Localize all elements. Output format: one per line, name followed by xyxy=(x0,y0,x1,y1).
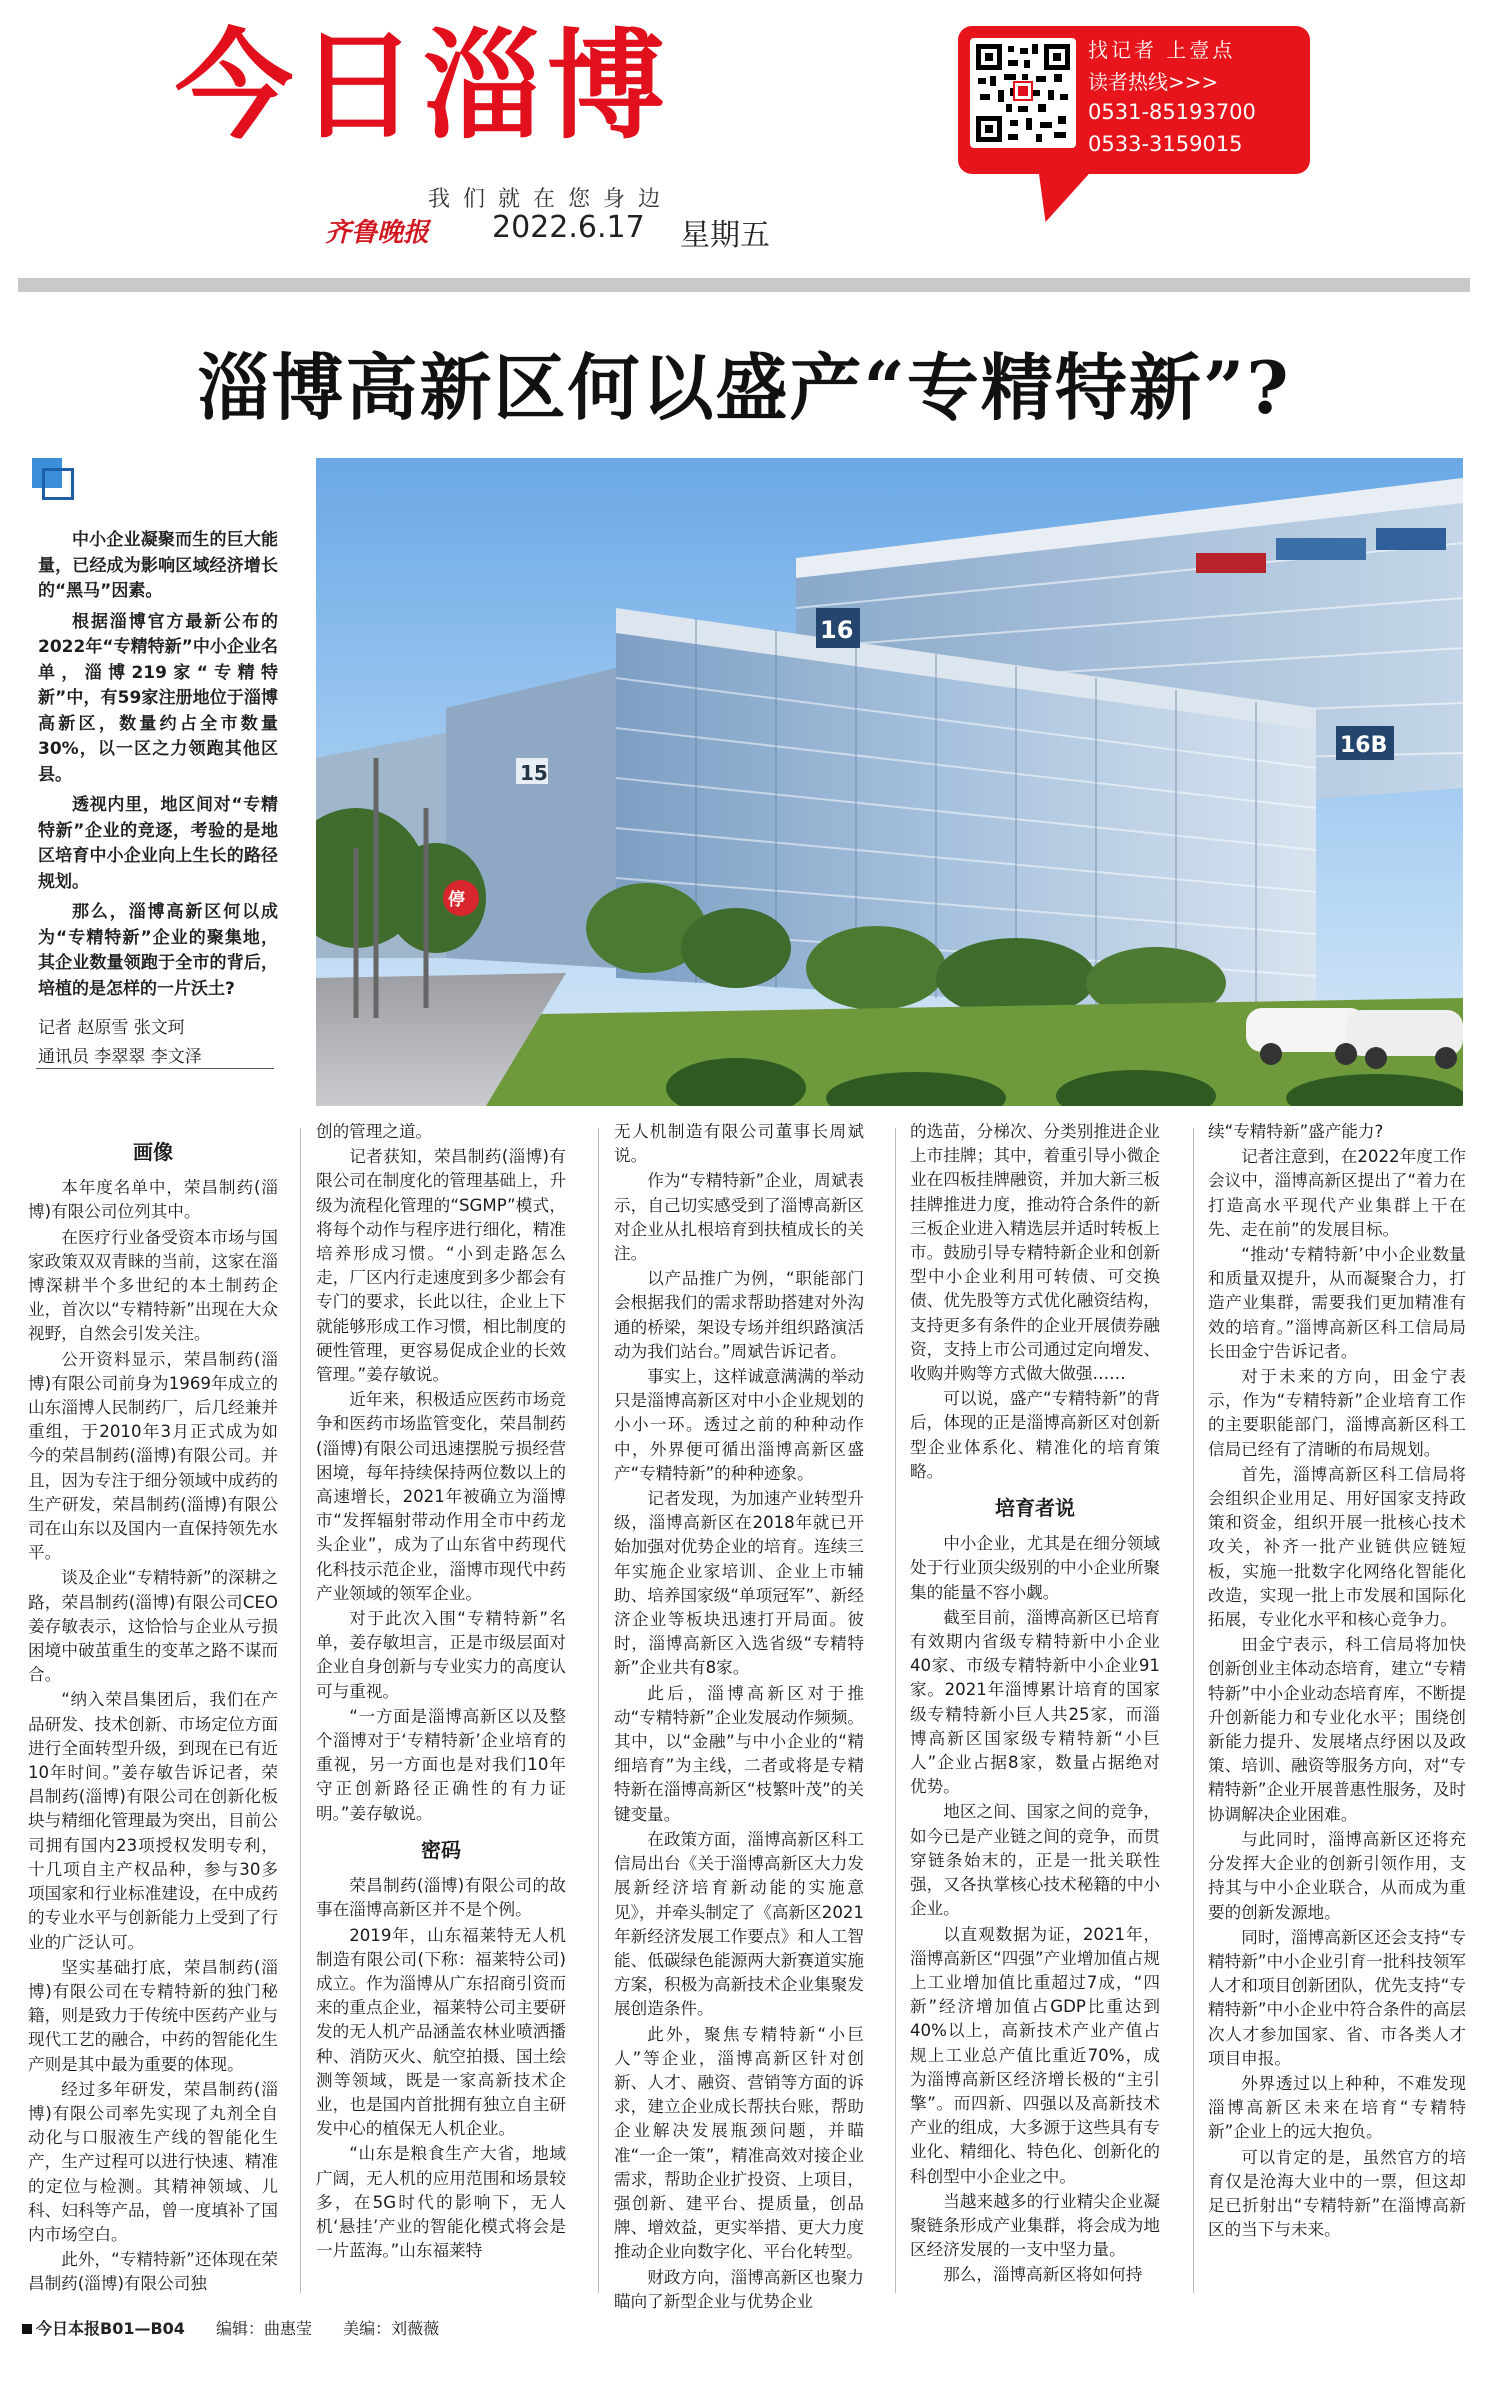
paragraph: 谈及企业“专精特新”的深耕之路，荣昌制药(淄博)有限公司CEO姜存敏表示，这恰恰与企业从亏损困境中破茧重生的变革之路不谋而合。 xyxy=(28,1568,278,1685)
paragraph: 此后，淄博高新区对于推动“专精特新”企业发展动作频频。其中，以“金融”与中小企业的“精细培育”为主线，二者或将是专精特新在淄博高新区“枝繁叶茂”的关键变量。 xyxy=(614,1683,864,1824)
paragraph: 在政策方面，淄博高新区科工信局出台《关于淄博高新区大力发展新经济培育新动能的实施意见》，并牵头制定了《高新区2021年新经济发展工作要点》和人工智能、低碳绿色能源两大新赛道实施方案，积极为高新技术企业集聚发展创造条件。 xyxy=(614,1829,864,2019)
paragraph: 可以肯定的是，虽然官方的培育仅是沧海大业中的一票，但这却足已折射出“专精特新”在淄博高新区的当下与未来。 xyxy=(1208,2147,1466,2240)
article-column-4 xyxy=(910,1120,1160,2289)
article-column-5 xyxy=(1208,1120,1466,2243)
paragraph: 首先，淄博高新区科工信局将会组织企业用足、用好国家支持政策和资金，组织开展一批核心技术攻关，补齐一批产业链供应链短板，实施一批数字化网络化智能化改造，实现一批上市发展和国际化拓展，专业化水平和核心竞争力。 xyxy=(1208,1464,1466,1630)
article-column-3 xyxy=(614,1120,864,2315)
paragraph: “一方面是淄博高新区以及整个淄博对于‘专精特新’企业培育的重视，另一方面也是对我们10年守正创新路径正确性的有力证明。”姜存敏说。 xyxy=(316,1706,566,1823)
paragraph: 同时，淄博高新区还会支持“专精特新”中小企业引育一批科技领军人才和项目创新团队，优先支持“专精特新”中小企业中符合条件的高层次人才参加国家、省、市各类人才项目申报。 xyxy=(1208,1927,1466,2068)
paragraph: 以直观数据为证，2021年，淄博高新区“四强”产业增加值占规上工业增加值比重超过7成，“四新”经济增加值占GDP比重达到40%以上，高新技术产业产值占规上工业总产值比重近70%，成为淄博高新区经济增长极的“主引擎”。而四新、四强以及高新技术产业的组成，大多源于这些具有专业化、精细化、特色化、创新化的科创型中小企业之中。 xyxy=(910,1924,1160,2186)
paragraph: 坚实基础打底，荣昌制药(淄博)有限公司在专精特新的独门秘籍，则是致力于传统中医药产业与现代工艺的融合，中药的智能化生产则是其中最为重要的体现。 xyxy=(28,1957,278,2074)
paragraph: “纳入荣昌集团后，我们在产品研发、技术创新、市场定位方面进行全面转型升级，到现在已有近10年时间。”姜存敏告诉记者，荣昌制药(淄博)有限公司在创新化板块与精细化管理最为突出，目前公司拥有国内23项授权发明专利，十几项自主产权品种，参与30多项国家和行业标准建设，在中成药的专业水平与创新能力上受到了行业的广泛认可。 xyxy=(28,1690,278,1952)
paragraph: 中小企业，尤其是在细分领域处于行业顶尖级别的中小企业所聚集的能量不容小觑。 xyxy=(910,1534,1160,1602)
article-intro xyxy=(38,528,278,1007)
paragraph: 公开资料显示，荣昌制药(淄博)有限公司前身为1969年成立的山东淄博人民制药厂，后几经兼并重组，于2010年3月正式成为如今的荣昌制药(淄博)有限公司。并且，因为专注于细分领域中成药的生产研发，荣昌制药(淄博)有限公司在山东以及国内一直保持领先水平。 xyxy=(28,1349,278,1563)
byline-reporters: 记者 赵原雪 张文珂 xyxy=(38,1018,185,1038)
paragraph: 可以说，盛产“专精特新”的背后，体现的正是淄博高新区对创新型企业体系化、精准化的培育策略。 xyxy=(910,1389,1160,1481)
article-column-1 xyxy=(28,1128,278,2298)
section-square-icon xyxy=(32,458,74,500)
subhead-cultivator: 培育者说 xyxy=(995,1496,1075,1521)
paragraph: 与此同时，淄博高新区还将充分发挥大企业的创新引领作用，支持其与中小企业联合，从而成为重要的创新发源地。 xyxy=(1208,1829,1466,1922)
badge-hotline-label: 读者热线>>> xyxy=(1088,70,1219,94)
paragraph: 财政方向，淄博高新区也聚力瞄向了新型企业与优势企业 xyxy=(614,2267,864,2311)
badge-phone-2[interactable]: 0533-3159015 xyxy=(1088,132,1243,156)
article-photo xyxy=(316,458,1463,1106)
column-divider xyxy=(1193,1128,1194,2293)
page-footer xyxy=(22,2316,1472,2336)
masthead-divider-bar xyxy=(18,278,1470,292)
paragraph: 近年来，积极适应医药市场竞争和医药市场监管变化，荣昌制药(淄博)有限公司迅速摆脱亏损经营困境，每年持续保持两位数以上的高速增长，2021年被确立为淄博市“发挥辐射带动作用全市中药龙头企业”，成为了山东省中药现代化科技示范企业，淄博市现代中药产业领域的领军企业。 xyxy=(316,1390,566,1603)
paragraph: 记者注意到，在2022年度工作会议中，淄博高新区提出了“着力在打造高水平现代产业集群上干在先、走在前”的发展目标。 xyxy=(1208,1147,1466,1239)
badge-speech-tail xyxy=(1022,170,1093,222)
paragraph: 无人机制造有限公司董事长周斌说。 xyxy=(614,1122,864,1166)
paragraph: 外界透过以上种种，不难发现淄博高新区未来在培育“专精特新”企业上的远大抱负。 xyxy=(1208,2073,1466,2142)
square-bullet-icon xyxy=(22,2324,32,2334)
badge-find-reporter: 找记者 上壹点 xyxy=(1088,38,1236,62)
publication-date: 2022.6.17 xyxy=(492,210,645,245)
paragraph: 以产品推广为例，“职能部门会根据我们的需求帮助搭建对外沟通的桥梁，架设专场并组织路演活动为我们站台。”周斌告诉记者。 xyxy=(614,1269,864,1361)
paragraph: 记者获知，荣昌制药(淄博)有限公司在制度化的管理基础上，升级为流程化管理的“SGMP”模式，将每个动作与程序进行细化，精准培养形成习惯。“小到走路怎么走，厂区内行走速度到多少都会有专门的要求，长此以往，企业上下就能够形成工作习惯，相比制度的硬性管理，更容易促成企业的长效管理。”姜存敏说。 xyxy=(316,1147,566,1385)
paragraph: 创的管理之道。 xyxy=(316,1122,433,1141)
paragraph: 的选苗，分梯次、分类别推进企业上市挂牌；其中，着重引导小微企业在四板挂牌融资，并加大新三板挂牌推进力度，推动符合条件的新三板企业进入精选层并适时转板上市。鼓励引导专精特新企业和创新型中小企业利用可转债、可交换债、优先股等方式优化融资结构，支持更多有条件的企业开展债券融资，支持上市公司通过定向增发、收购并购等方式做大做强…… xyxy=(910,1122,1160,1384)
photo-sign-16: 16 xyxy=(820,616,854,644)
paragraph: 记者发现，为加速产业转型升级，淄博高新区在2018年就已开始加强对优势企业的培育。连续三年实施企业家培训、企业上市辅助、培养国家级“单项冠军”、新经济企业等板块迅速打开局面。彼时，淄博高新区入选省级“专精特新”企业共有8家。 xyxy=(614,1489,864,1678)
bylines xyxy=(38,1014,288,1072)
footer-designer: 美编：刘薇薇 xyxy=(343,2319,440,2338)
paragraph: 此外，“专精特新”还体现在荣昌制药(淄博)有限公司独 xyxy=(28,2250,278,2294)
paper-brand: 齐鲁晚报 xyxy=(325,218,430,248)
paragraph: 事实上，这样诚意满满的举动只是淄博高新区对中小企业规划的小小一环。透过之前的种种动作中，外界便可循出淄博高新区盛产“专精特新”的种种迹象。 xyxy=(614,1367,864,1483)
intro-paragraph: 中小企业凝聚而生的巨大能量，已经成为影响区域经济增长的“黑马”因素。 xyxy=(38,530,278,601)
paragraph: 截至目前，淄博高新区已培育有效期内省级专精特新中小企业40家、市级专精特新中小企业91家。2021年淄博累计培育的国家级专精特新小巨人共25家，而淄博高新区国家级专精特新“小巨人”企业占据8家，数量占据绝对优势。 xyxy=(910,1607,1160,1797)
paragraph: 在医疗行业备受资本市场与国家政策双双青睐的当前，这家在淄博深耕半个多世纪的本土制药企业，首次以“专精特新”出现在大众视野，自然会引发关注。 xyxy=(28,1227,278,1344)
paragraph: 对于此次入围“专精特新”名单，姜存敏坦言，正是市级层面对企业自身创新与专业实力的高度认可与重视。 xyxy=(316,1609,566,1701)
paragraph: “山东是粮食生产大省，地域广阔，无人机的应用范围和场景较多，在5G时代的影响下，无人机‘悬挂’产业的智能化模式将会是一片蓝海。”山东福莱特 xyxy=(316,2144,566,2261)
article-column-2 xyxy=(316,1120,566,2264)
column-divider xyxy=(598,1128,599,2293)
masthead-logo: 今日淄博 xyxy=(175,17,672,155)
photo-sign-15: 15 xyxy=(520,761,548,785)
paragraph: 对于未来的方向，田金宁表示，作为“专精特新”企业培育工作的主要职能部门，淄博高新区科工信局已经有了清晰的布局规划。 xyxy=(1208,1367,1466,1459)
column-divider xyxy=(895,1128,896,2293)
masthead-slogan: 我们就在您身边 xyxy=(428,187,674,212)
reader-hotline-badge xyxy=(958,26,1310,174)
paragraph: “推动‘专精特新’中小企业数量和质量双提升，从而凝聚合力，打造产业集群，需要我们更加精准有效的培育。”淄博高新区科工信局局长田金宁告诉记者。 xyxy=(1208,1245,1466,1361)
byline-correspondents: 通讯员 李翠翠 李文泽 xyxy=(38,1047,202,1067)
paragraph: 田金宁表示，科工信局将加快创新创业主体动态培育，建立“专精特新”中小企业动态培育库，不断提升创新能力和专业化水平；围绕创新能力提升、发展堵点纾困以及政策、培训、融资等服务方向，对“专精特新”企业开展普惠性服务，及时协调解决企业困难。 xyxy=(1208,1635,1466,1824)
paragraph: 此外，聚焦专精特新“小巨人”等企业，淄博高新区针对创新、人才、融资、营销等方面的诉求，建立企业成长帮扶台账，帮助企业解决发展瓶颈问题，并瞄准“一企一策”，精准高效对接企业需求，帮助企业扩投资、上项目，强创新、建平台、提质量，创品牌、增效益，更实举措、更大力度推动企业向数字化、平台化转型。 xyxy=(614,2024,864,2262)
paragraph: 2019年，山东福莱特无人机制造有限公司(下称：福莱特公司)成立。作为淄博从广东招商引资而来的重点企业，福莱特公司主要研发的无人机产品涵盖农林业喷洒播种、消防灭火、航空拍摄、国土绘测等领域，既是一家高新技术企业，也是国内首批拥有独立自主研发中心的植保无人机企业。 xyxy=(316,1925,566,2139)
photo-sign-16b: 16B xyxy=(1340,733,1388,758)
footer-pages: 今日本报B01—B04 xyxy=(22,2319,185,2338)
byline-underline xyxy=(36,1068,274,1069)
footer-editor: 编辑：曲惠莹 xyxy=(216,2319,313,2338)
paragraph: 那么，淄博高新区将如何持 xyxy=(943,2265,1143,2285)
paragraph: 当越来越多的行业精尖企业凝聚链条形成产业集群，将会成为地区经济发展的一支中坚力量。 xyxy=(910,2191,1160,2260)
badge-phone-1[interactable]: 0531-85193700 xyxy=(1088,100,1256,124)
paragraph: 地区之间、国家之间的竞争，如今已是产业链之间的竞争，而贯穿链条始末的，正是一批关联性强，又各执掌核心技术秘籍的中小企业。 xyxy=(910,1802,1160,1919)
intro-paragraph: 透视内里，地区间对“专精特新”企业的竞逐，考验的是地区培育中小企业向上生长的路径规划。 xyxy=(38,795,278,892)
subhead-portrait: 画像 xyxy=(133,1140,173,1164)
paragraph: 续“专精特新”盛产能力? xyxy=(1208,1122,1384,1141)
publication-weekday: 星期五 xyxy=(680,218,770,253)
intro-paragraph: 根据淄博官方最新公布的2022年“专精特新”中小企业名单，淄博219家“专精特新”中，有59家注册地位于淄博高新区，数量约占全市数量30%，以一区之力领跑其他区县。 xyxy=(38,611,278,785)
paragraph: 荣昌制药(淄博)有限公司的故事在淄博高新区并不是个例。 xyxy=(316,1876,566,1920)
paragraph: 本年度名单中，荣昌制药(淄博)有限公司位列其中。 xyxy=(28,1178,278,1222)
intro-paragraph: 那么，淄博高新区何以成为“专精特新”企业的聚集地，其企业数量领跑于全市的背后，培植的是怎样的一片沃土? xyxy=(38,902,278,999)
article-headline: 淄博高新区何以盛产“专精特新”? xyxy=(197,345,1291,430)
qr-code-icon[interactable] xyxy=(970,38,1076,148)
paragraph: 经过多年研发，荣昌制药(淄博)有限公司率先实现了丸剂全自动化与口服液生产线的智能化生产，生产过程可以进行快速、精准的定位与检测。其精神领域、儿科、妇科等产品，曾一度填补了国内市场空白。 xyxy=(28,2079,278,2244)
column-divider xyxy=(300,1128,301,2293)
photo-sign-parking: 停 xyxy=(448,890,465,910)
subhead-code: 密码 xyxy=(421,1837,461,1862)
paragraph: 作为“专精特新”企业，周斌表示，自己切实感受到了淄博高新区对企业从扎根培育到扶植成长的关注。 xyxy=(614,1171,864,1264)
